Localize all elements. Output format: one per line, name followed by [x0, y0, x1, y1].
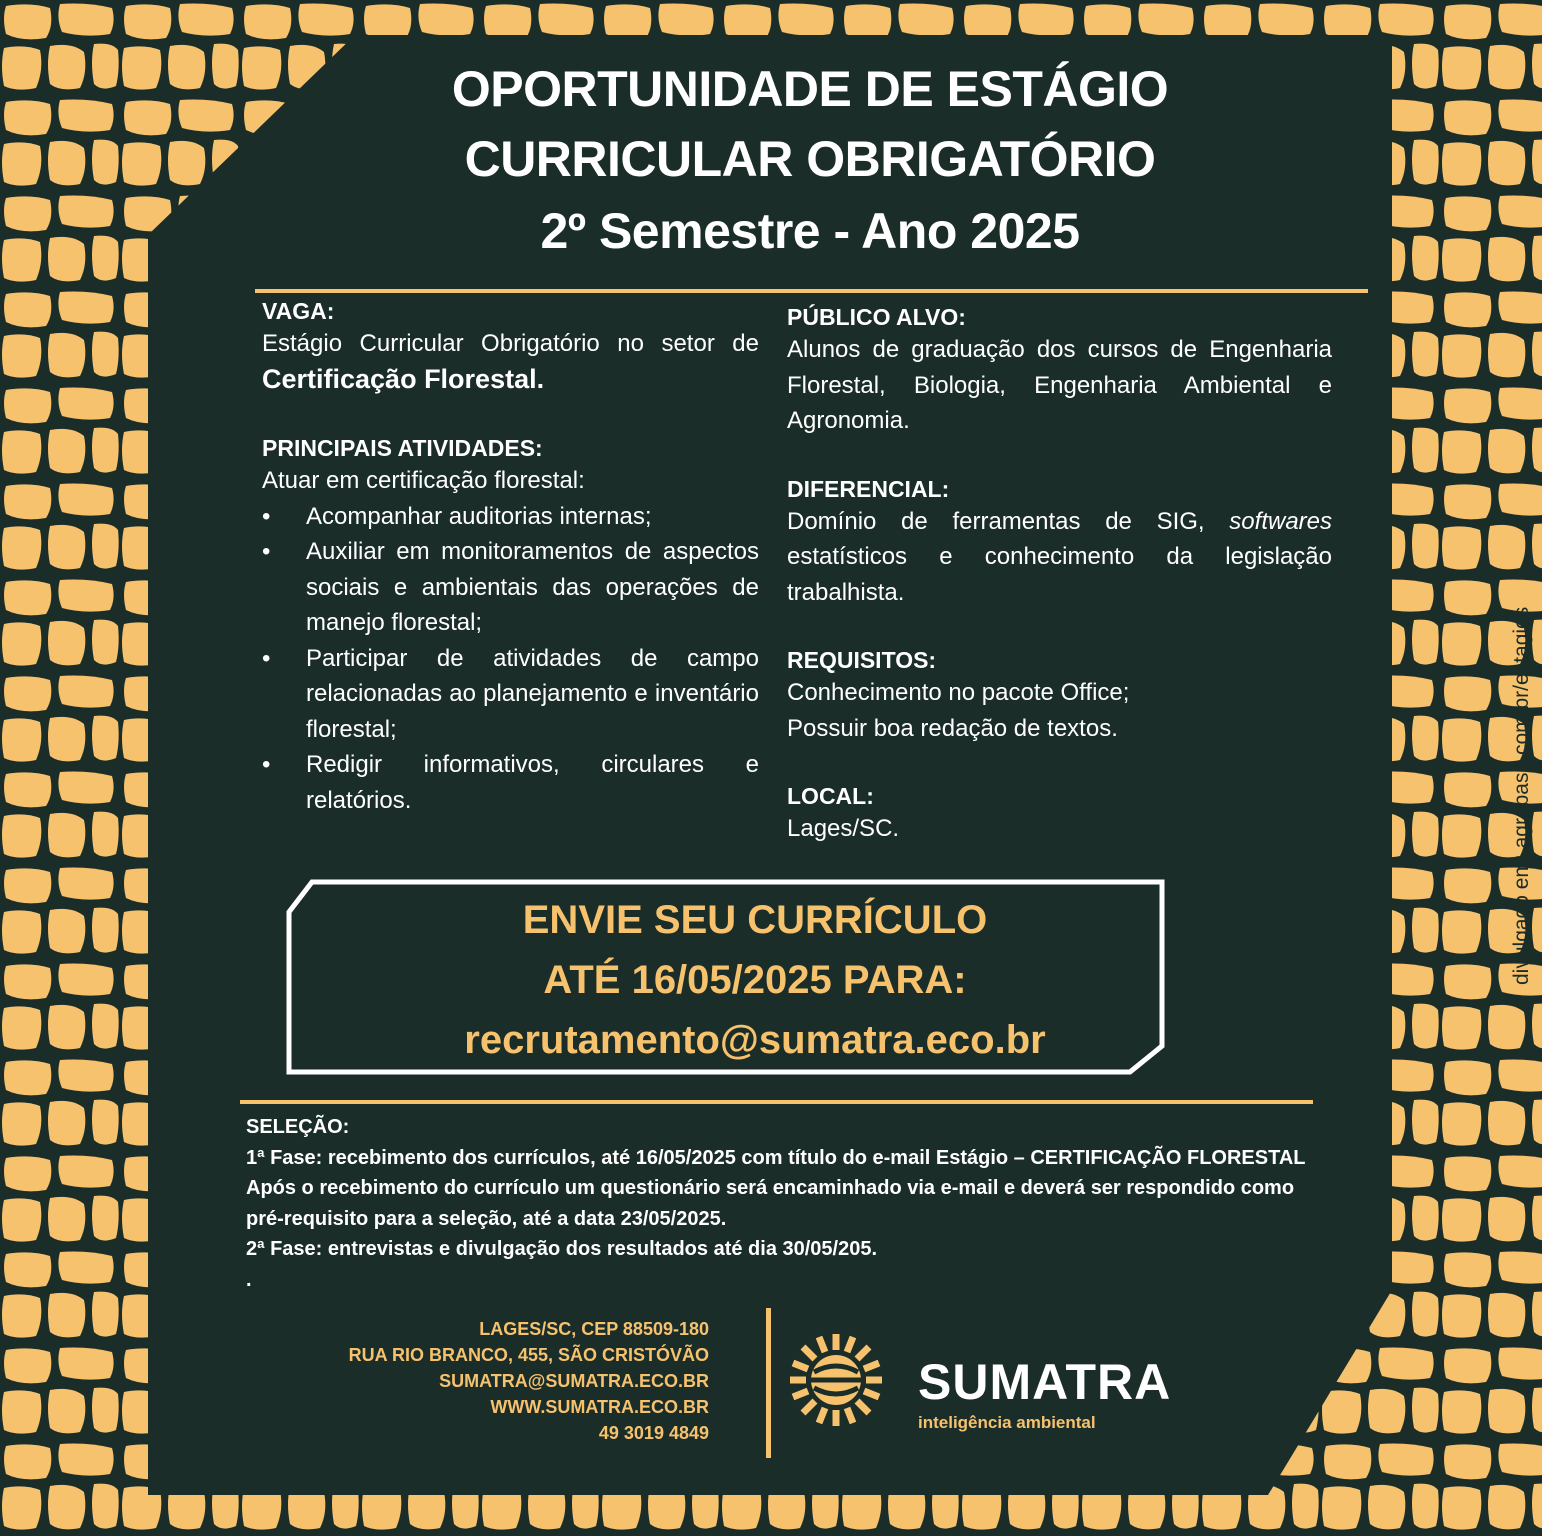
brand-tagline: inteligência ambiental [918, 1413, 1096, 1432]
list-item: • Auxiliar em monitoramentos de aspectos sociais e ambientais das operações de manejo florestal; [262, 534, 759, 641]
vaga-heading: VAGA: [262, 298, 335, 324]
title-line-2: CURRICULAR OBRIGATÓRIO [464, 131, 1156, 187]
diferencial-suffix: estatísticos e conhecimento da legislação trabalhista. [787, 543, 1332, 606]
selecao-questionario: Após o recebimento do currículo um questionário será encaminhado via e-mail e deverá ser respondido como pré-requisito para a seleção, até a data 23/05/2025. [246, 1177, 1295, 1230]
publico-section [787, 302, 1332, 439]
contact-address: RUA RIO BRANCO, 455, SÃO CRISTÓVÃO [348, 1345, 709, 1365]
publico-heading: PÚBLICO ALVO: [787, 304, 966, 330]
list-item: • Participar de atividades de campo relacionadas ao planejamento e inventário florestal; [262, 641, 759, 748]
contact-phone: 49 3019 4849 [598, 1423, 709, 1443]
diferencial-text [787, 504, 1332, 611]
list-item: • Redigir informativos, circulares e relatórios. [262, 747, 759, 818]
atividades-heading: PRINCIPAIS ATIVIDADES: [262, 435, 543, 461]
cta-email-link[interactable]: recrutamento@sumatra.eco.br [464, 1018, 1046, 1062]
vaga-section [262, 296, 759, 398]
diferencial-prefix: Domínio de ferramentas de SIG, [787, 507, 1230, 535]
atividades-list [262, 499, 759, 819]
watermark-text: divulgado em: agrobase.com.br/estagios [1510, 606, 1533, 985]
vaga-text [262, 326, 759, 398]
contact-website-link[interactable]: WWW.SUMATRA.ECO.BR [490, 1397, 709, 1417]
selecao-trailing-dot: . [246, 1268, 252, 1291]
local-text: Lages/SC. [787, 815, 900, 842]
footer-vertical-divider [766, 1308, 771, 1458]
contact-email-link[interactable]: SUMATRA@SUMATRA.ECO.BR [439, 1371, 709, 1391]
contact-block [330, 1316, 709, 1446]
diferencial-italic: softwares [1229, 507, 1332, 535]
diferencial-section [787, 474, 1332, 611]
top-divider [255, 289, 1368, 293]
brand-name: SUMATRA [918, 1354, 1172, 1410]
publico-text: Alunos de graduação dos cursos de Engenharia Florestal, Biologia, Engenharia Ambiental e Agronomia. [787, 336, 1332, 434]
contact-city: LAGES/SC, CEP 88509-180 [479, 1319, 709, 1339]
local-section [787, 781, 1332, 847]
selecao-heading: SELEÇÃO: [246, 1116, 350, 1138]
requisitos-heading: REQUISITOS: [787, 647, 937, 673]
title-line-1: OPORTUNIDADE DE ESTÁGIO [451, 61, 1169, 117]
list-item: • Acompanhar auditorias internas; [262, 499, 759, 535]
right-column [787, 302, 1332, 882]
cta-box [300, 890, 1210, 1070]
atividades-section [262, 433, 759, 818]
left-column [262, 296, 759, 853]
title-line-3: 2º Semestre - Ano 2025 [540, 203, 1080, 259]
sun-globe-icon [790, 1334, 882, 1426]
cta-line-2: ATÉ 16/05/2025 PARA: [543, 958, 967, 1002]
vaga-text-prefix: Estágio Curricular Obrigatório no setor de [262, 330, 759, 357]
vaga-highlight: Certificação Florestal. [262, 363, 545, 394]
diferencial-heading: DIFERENCIAL: [787, 475, 950, 502]
selecao-section [246, 1112, 1326, 1295]
requisitos-line-1: Conhecimento no pacote Office; [787, 679, 1130, 706]
atividades-intro: Atuar em certificação florestal: [262, 467, 585, 494]
selecao-fase-1: 1ª Fase: recebimento dos currículos, até 16/05/2025 com título do e-mail Estágio – CERTIFICAÇÃO FLORESTAL [246, 1146, 1306, 1169]
requisitos-line-2: Possuir boa redação de textos. [787, 714, 1118, 742]
requisitos-section [787, 645, 1332, 746]
selection-divider [240, 1100, 1313, 1104]
cta-line-1: ENVIE SEU CURRÍCULO [522, 898, 988, 942]
local-heading: LOCAL: [787, 783, 874, 809]
selecao-fase-2: 2ª Fase: entrevistas e divulgação dos resultados até dia 30/05/205. [246, 1238, 878, 1260]
